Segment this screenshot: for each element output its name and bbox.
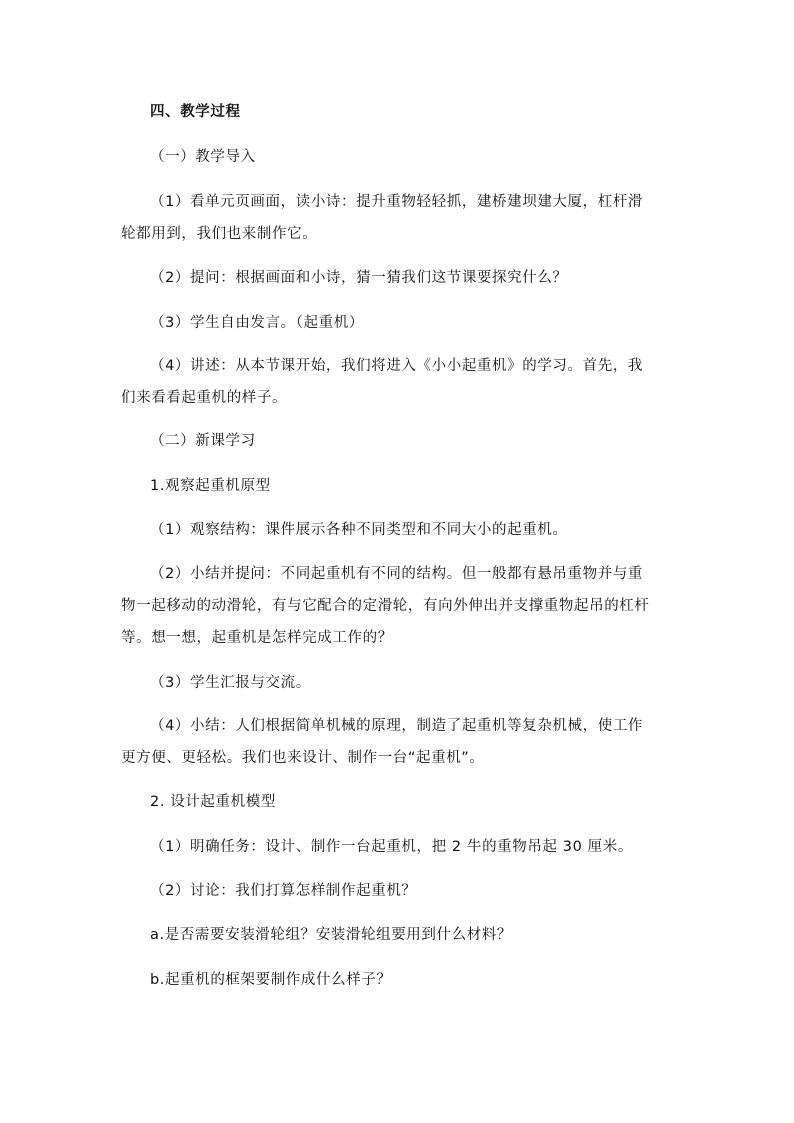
paragraph-line: 物一起移动的动滑轮，有与它配合的定滑轮，有向外伸出并支撑重物起吊的杠杆: [121, 598, 650, 614]
paragraph: （2）讨论：我们打算怎样制作起重机？: [150, 883, 417, 899]
paragraph-line: （1）看单元页画面，读小诗：提升重物轻轻抓，建桥建坝建大厦，杠杆滑: [150, 194, 644, 210]
paragraph-line: 更方便、更轻松。我们也来设计、制作一台“起重机”。: [121, 750, 485, 766]
paragraph: （1）观察结构：课件展示各种不同类型和不同大小的起重机。: [150, 522, 568, 538]
part2-heading: （二）新课学习: [150, 433, 256, 449]
list-item: a.是否需要安装滑轮组？安装滑轮组要用到什么材料？: [150, 927, 512, 943]
subsection-heading: 2. 设计起重机模型: [150, 794, 276, 810]
paragraph-line: （2）小结并提问：不同起重机有不同的结构。但一般都有悬吊重物并与重: [150, 566, 644, 582]
paragraph: （3）学生自由发言。（起重机）: [150, 315, 364, 331]
list-item: b.起重机的框架要制作成什么样子？: [150, 972, 392, 988]
paragraph-line: 轮都用到，我们也来制作它。: [121, 226, 318, 242]
paragraph-line: 等。想一想，起重机是怎样完成工作的？: [121, 630, 393, 646]
paragraph: （3）学生汇报与交流。: [150, 675, 311, 691]
paragraph: （1）明确任务：设计、制作一台起重机，把 2 牛的重物吊起 30 厘米。: [150, 839, 633, 855]
section-title: 四、教学过程: [150, 104, 241, 120]
paragraph: （2）提问：根据画面和小诗，猜一猜我们这节课要探究什么？: [150, 270, 568, 286]
paragraph-line: （4）讲述：从本节课开始，我们将进入《小小起重机》的学习。首先，我: [150, 358, 644, 374]
paragraph-line: 们来看看起重机的样子。: [121, 390, 288, 406]
paragraph-line: （4）小结：人们根据简单机械的原理，制造了起重机等复杂机械，使工作: [150, 718, 644, 734]
part1-heading: （一）教学导入: [150, 149, 256, 165]
subsection-heading: 1.观察起重机原型: [150, 478, 271, 494]
